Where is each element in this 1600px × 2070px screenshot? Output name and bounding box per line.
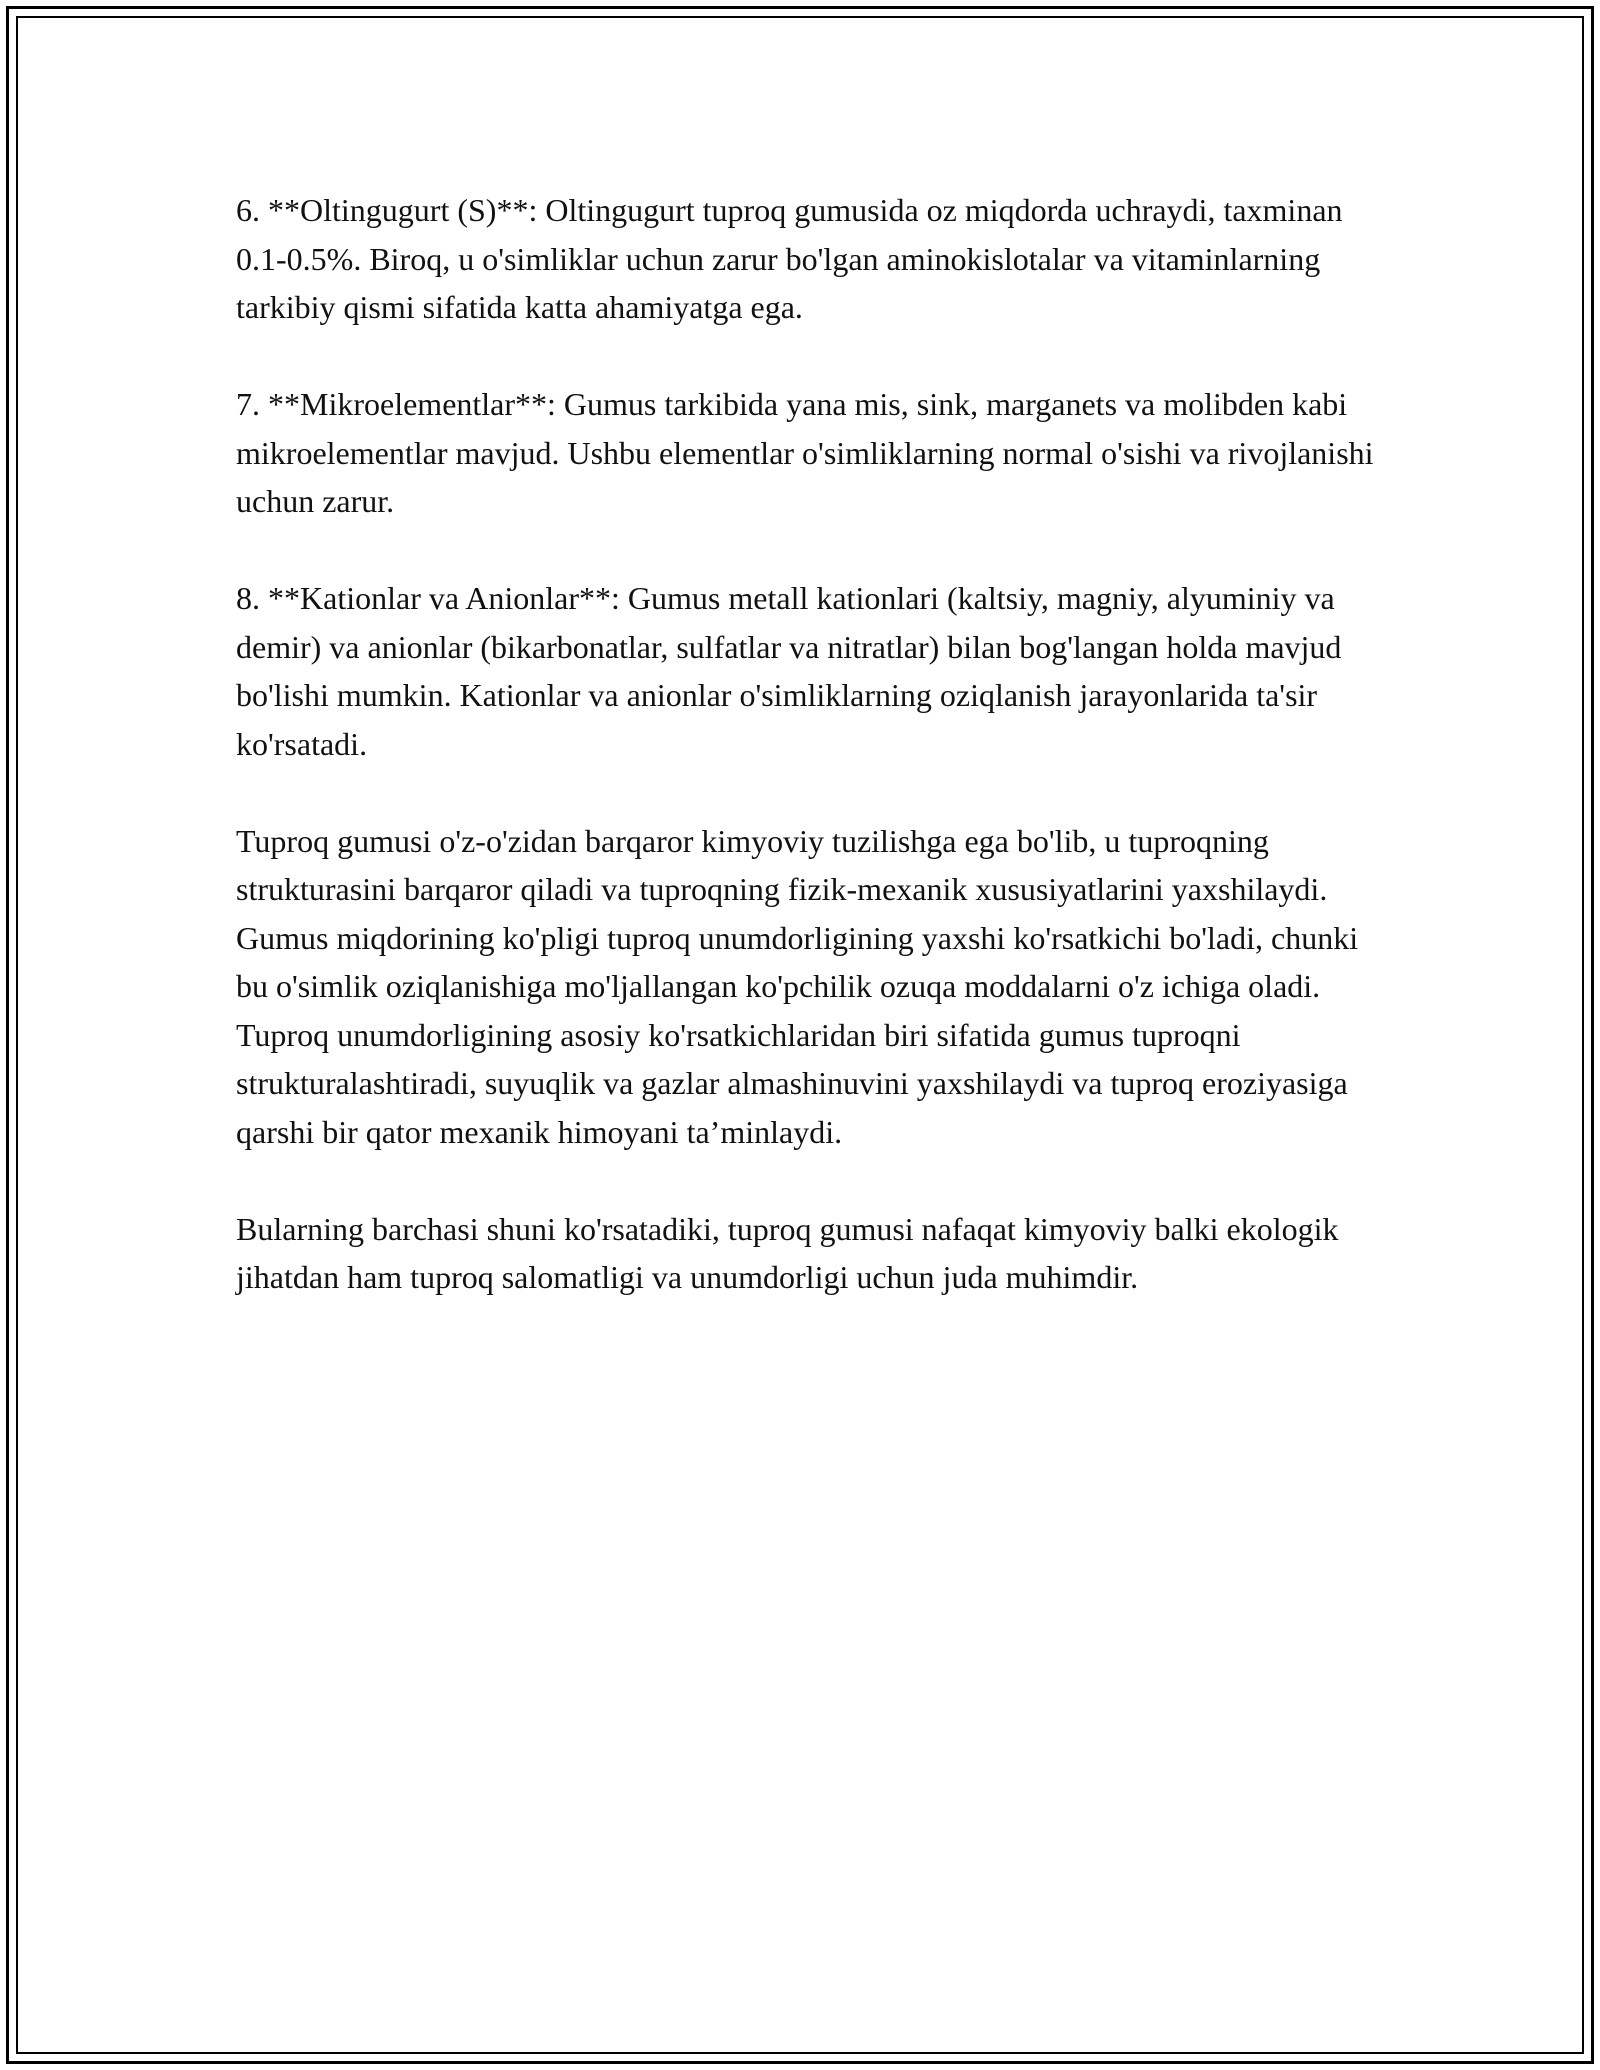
paragraph-microelements: 7. **Mikroelementlar**: Gumus tarkibida yana mis, sink, marganets va molibden kabi mikroelementlar mavjud. Ushbu elementlar o'simliklarning normal o'sishi va rivojlanishi uchun zarur. xyxy=(236,386,1374,519)
document-body xyxy=(236,186,1386,1350)
paragraph-conclusion: Bularning barchasi shuni ko'rsatadiki, tuproq gumusi nafaqat kimyoviy balki ekologik jihatdan ham tuproq salomatligi va unumdorligi uchun juda muhimdir. xyxy=(236,1210,1339,1295)
paragraph-sulfur: 6. **Oltingugurt (S)**: Oltingugurt tuproq gumusida oz miqdorda uchraydi, taxminan 0.1-0.5%. Biroq, u o'simliklar uchun zarur bo'lgan aminokislotalar va vitaminlarning tarkibiy qismi sifatida katta ahamiyatga ega. xyxy=(236,192,1343,325)
paragraph-humus-structure: Tuproq gumusi o'z-o'zidan barqaror kimyoviy tuzilishga ega bo'lib, u tuproqning strukturasini barqaror qiladi va tuproqning fizik-mexanik xususiyatlarini yaxshilaydi. Gumus miqdorining ko'pligi tuproq unumdorligining yaxshi ko'rsatkichi bo'ladi, chunki bu o'simlik oziqlanishiga mo'ljallangan ko'pchilik ozuqa moddalarni o'z ichiga oladi. Tuproq unumdorligining asosiy ko'rsatkichlaridan biri sifatida gumus tuproqni strukturalashtiradi, suyuqlik va gazlar almashinuvini yaxshilaydi va tuproq eroziyasiga qarshi bir qator mexanik himoyani ta’minlaydi. xyxy=(236,822,1359,1150)
paragraph-cations-anions: 8. **Kationlar va Anionlar**: Gumus metall kationlari (kaltsiy, magniy, alyuminiy va demir) va anionlar (bikarbonatlar, sulfatlar va nitratlar) bilan bog'langan holda mavjud bo'lishi mumkin. Kationlar va anionlar o'simliklarning oziqlanish jarayonlarida ta'sir ko'rsatadi. xyxy=(236,580,1342,762)
